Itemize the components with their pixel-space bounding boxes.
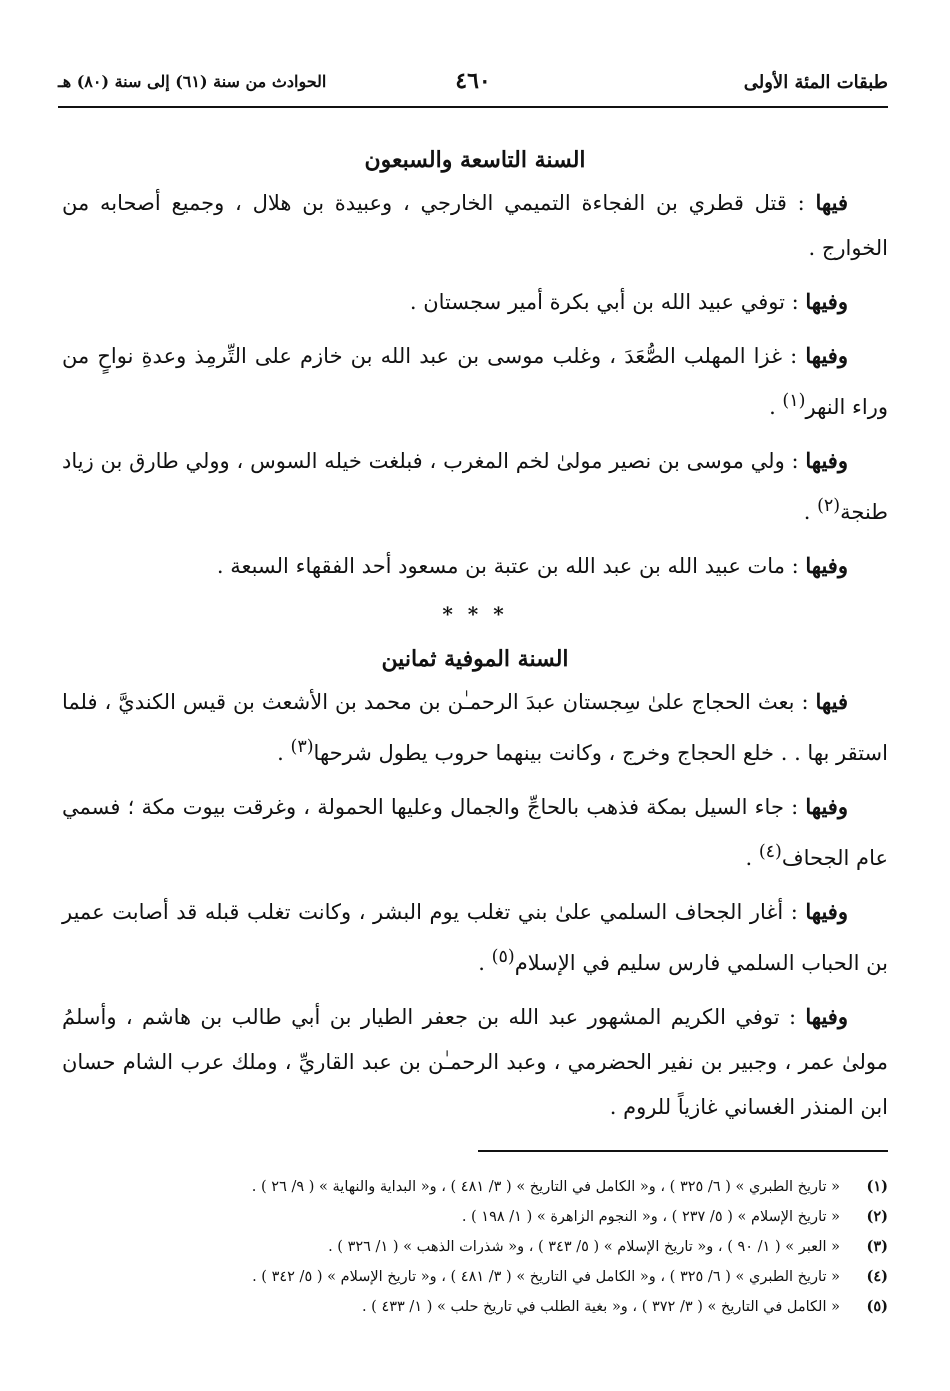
footnote-ref: (١) xyxy=(782,391,806,411)
footnote xyxy=(62,1292,888,1322)
year-79-heading: السنة التاسعة والسبعون xyxy=(364,147,586,173)
book-title: طبقات المئة الأولى xyxy=(743,72,888,93)
footnote-divider xyxy=(478,1150,888,1152)
running-header xyxy=(58,66,888,108)
year-80-heading: السنة الموفية ثمانين xyxy=(381,646,569,672)
paragraph-text: : جاء السيل بمكة فذهب بالحاجِّ والجمال وعليها الحمولة ، وغرقت بيوت مكة ؛ فسمي عام الجحاف xyxy=(62,795,888,870)
paragraph-lead: فيها xyxy=(815,689,848,714)
footnote-text: « تاريخ الطبري » ( ٦/ ٣٢٥ ) ، و« الكامل في التاريخ » ( ٣/ ٤٨١ ) ، و« تاريخ الإسلام » ( ٥/ ٣٤٢ ) . xyxy=(252,1269,840,1285)
footnote-text: « العبر » ( ١/ ٩٠ ) ، و« تاريخ الإسلام » ( ٥/ ٣٤٣ ) ، و« شذرات الذهب » ( ١/ ٣٢٦ ) . xyxy=(328,1239,840,1255)
footnote xyxy=(62,1172,888,1202)
paragraph xyxy=(62,333,888,430)
paragraph xyxy=(62,180,888,271)
paragraph-lead: وفيها xyxy=(805,1004,848,1029)
footnote xyxy=(62,1202,888,1232)
paragraph-lead: وفيها xyxy=(805,899,848,924)
paragraph xyxy=(62,994,888,1130)
footnote-number: (٤) xyxy=(866,1268,888,1285)
paragraph-text: : أغار الجحاف السلمي علىٰ بني تغلب يوم البشر ، وكانت تغلب قبله قد أصابت عمير بن الحباب السلمي فارس سليم في الإسلام xyxy=(62,900,888,975)
paragraph xyxy=(62,438,888,535)
paragraph-text: : ولي موسى بن نصير مولىٰ لخم المغرب ، فبلغت خيله السوس ، وولي طارق بن زياد طنجة xyxy=(62,449,888,524)
footnote xyxy=(62,1232,888,1262)
paragraph-lead: وفيها xyxy=(805,289,848,314)
footnote-ref: (٤) xyxy=(758,842,782,862)
paragraph-lead: وفيها xyxy=(805,553,848,578)
footnote-text: « تاريخ الطبري » ( ٦/ ٣٢٥ ) ، و« الكامل في التاريخ » ( ٣/ ٤٨١ ) ، و« البداية والنهاية » ( ٩/ ٢٦ ) . xyxy=(251,1179,840,1195)
paragraph-lead: وفيها xyxy=(805,448,848,473)
paragraph-end: . xyxy=(478,951,492,975)
main-text xyxy=(62,140,888,1130)
paragraph-lead: وفيها xyxy=(805,794,848,819)
paragraph-end: . xyxy=(803,500,818,524)
paragraph xyxy=(62,679,888,776)
paragraph-text: : توفي عبيد الله بن أبي بكرة أمير سجستان . xyxy=(409,290,806,314)
paragraph xyxy=(62,889,888,986)
paragraph-end: . xyxy=(277,741,291,765)
section-title: الحوادث من سنة (٦١) إلى سنة (٨٠) هـ xyxy=(58,72,327,91)
paragraph-lead: وفيها xyxy=(805,343,848,368)
paragraph-text: : مات عبيد الله بن عبد الله بن عتبة بن مسعود أحد الفقهاء السبعة . xyxy=(216,554,806,578)
footnote-number: (٥) xyxy=(866,1298,888,1315)
footnote-ref: (٢) xyxy=(817,496,841,516)
footnote-ref: (٣) xyxy=(290,737,314,757)
footnote-text: « الكامل في التاريخ » ( ٣/ ٣٧٢ ) ، و« بغية الطلب في تاريخ حلب » ( ١/ ٤٣٣ ) . xyxy=(361,1299,840,1315)
footnote-text: « تاريخ الإسلام » ( ٥/ ٢٣٧ ) ، و« النجوم الزاهرة » ( ١/ ١٩٨ ) . xyxy=(461,1209,840,1225)
paragraph xyxy=(62,784,888,881)
paragraph-text: : بعث الحجاج علىٰ سِجستان عبدَ الرحمـٰن بن محمد بن الأشعث بن قيس الكنديَّ ، فلما استقر بها . . خلع الحجاج وخرج ، وكانت بينهما حروب يطول شرحها xyxy=(62,690,888,765)
paragraph-text: : توفي الكريم المشهور عبد الله بن جعفر الطيار بن أبي طالب بن هاشم ، وأسلمُ مولىٰ عمر ، وجبير بن نفير الحضرمي ، وعبد الرحمـٰن بن عبد القاريِّ ، وملك عرب الشام حسان ابن المنذر الغساني غازياً للروم . xyxy=(62,1005,888,1119)
paragraph-end: . xyxy=(769,395,783,419)
paragraph-text: : غزا المهلب الصُّعَدَ ، وغلب موسى بن عبد الله بن خازم على التِّرمِذ وعدةِ نواحٍ من وراء النهر xyxy=(62,344,888,419)
footnote xyxy=(62,1262,888,1292)
paragraph xyxy=(62,279,888,325)
footnote-number: (١) xyxy=(866,1178,888,1195)
page-number: ٤٦٠ xyxy=(455,68,491,94)
section-separator: * * * xyxy=(442,602,508,626)
paragraph-text: : قتل قطري بن الفجاءة التميمي الخارجي ، وعبيدة بن هلال ، وجميع أصحابه من الخوارج . xyxy=(62,191,888,260)
paragraph-end: . xyxy=(745,846,759,870)
footnote-ref: (٥) xyxy=(491,947,515,967)
footnote-number: (٢) xyxy=(866,1208,888,1225)
paragraph xyxy=(62,543,888,589)
footnotes xyxy=(62,1172,888,1322)
footnote-number: (٣) xyxy=(866,1238,888,1255)
paragraph-lead: فيها xyxy=(815,190,848,215)
